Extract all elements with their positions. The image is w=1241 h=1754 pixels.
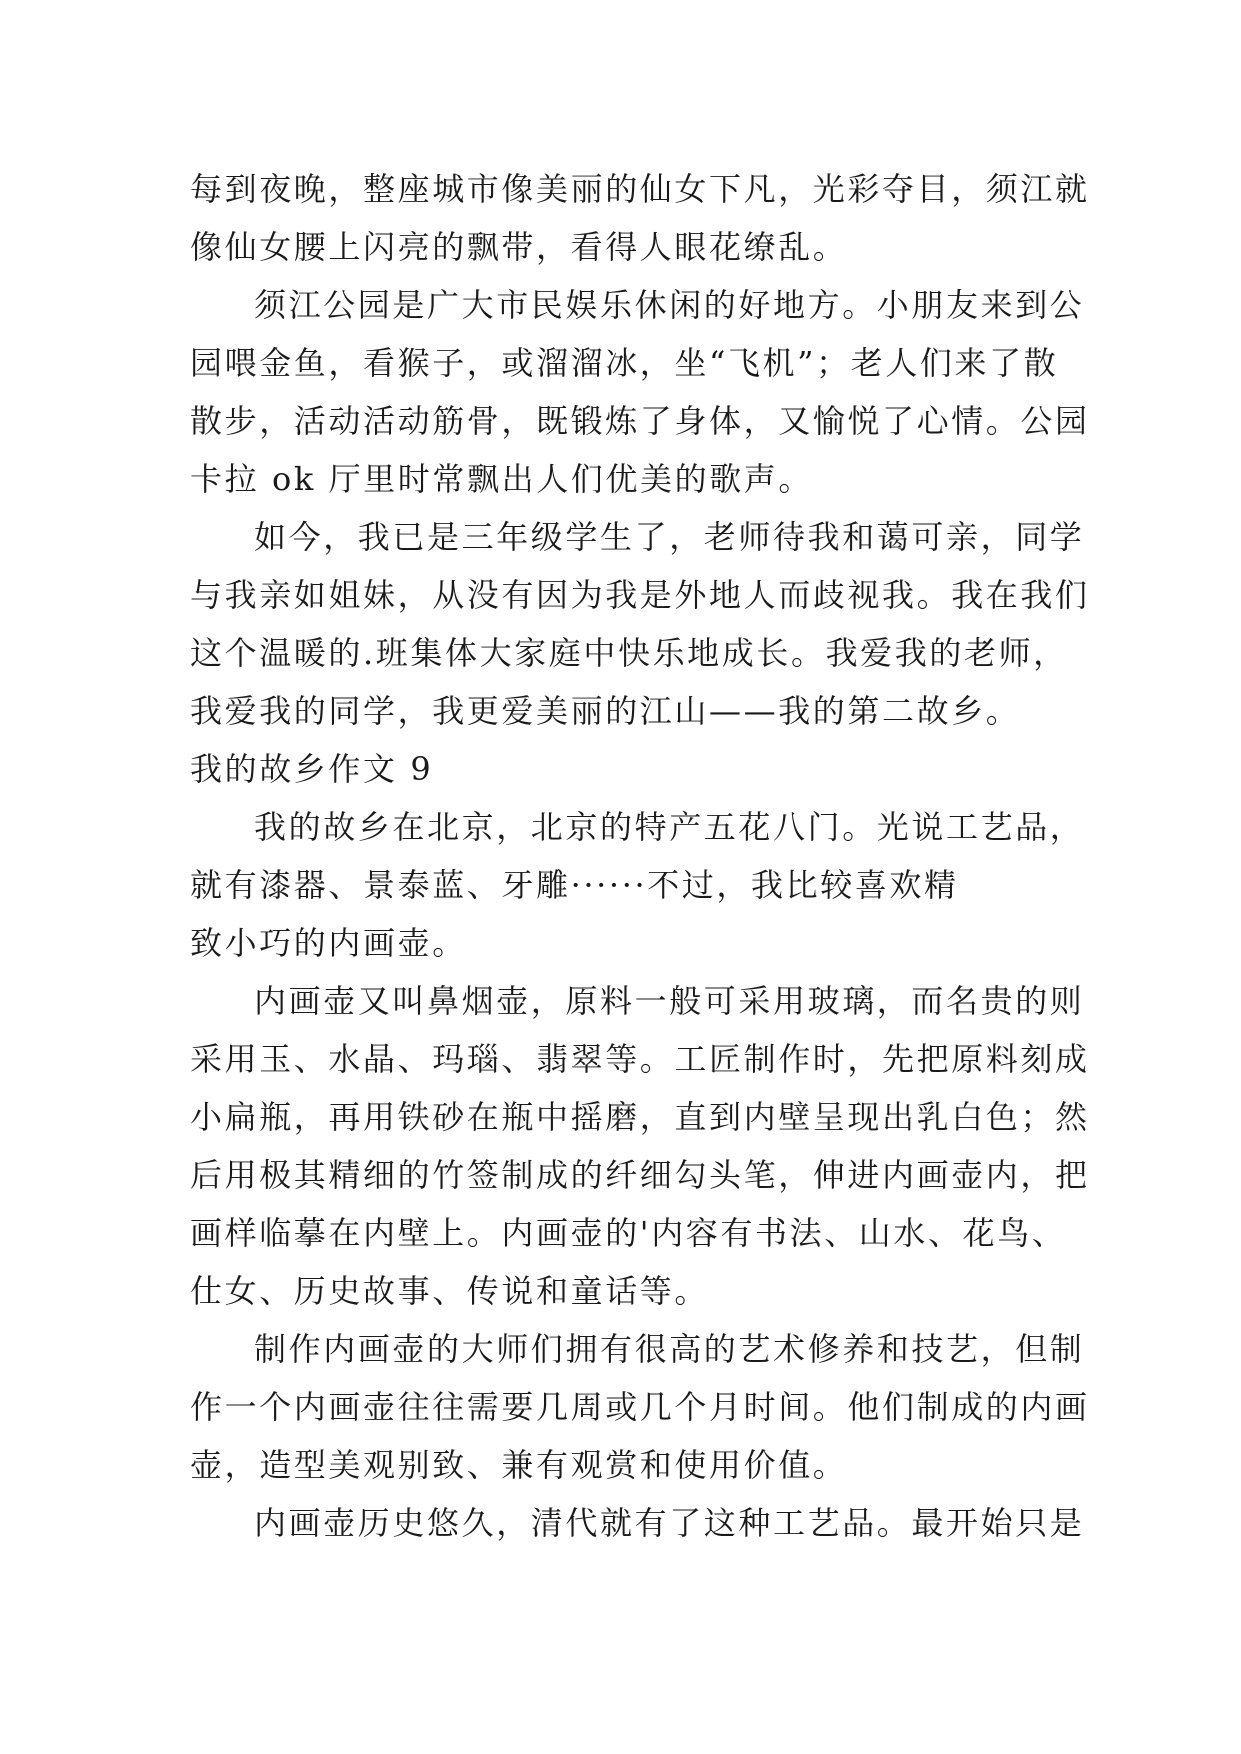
document-body (190, 160, 1090, 1552)
paragraph-first-line: 须江公园是广大市民娱乐休闲的好地方。小朋友来到公 (254, 286, 1085, 324)
text-line: 我爱我的同学，我更爱美丽的江山——我的第二故乡。 (190, 692, 1021, 730)
text-line: 像仙女腰上闪亮的飘带，看得人眼花缭乱。 (190, 228, 848, 266)
text-line: 小扁瓶，再用铁砂在瓶中摇磨，直到内壁呈现出乳白色；然 (190, 1098, 1090, 1136)
text-line: 这个温暖的.班集体大家庭中快乐地成长。我爱我的老师， (190, 634, 1068, 672)
section-heading: 我的故乡作文 9 (190, 750, 434, 788)
text-line: 散步，活动活动筋骨，既锻炼了身体，又愉悦了心情。公园 (190, 402, 1090, 440)
text-line: 作一个内画壶往往需要几周或几个月时间。他们制成的内画 (190, 1388, 1090, 1426)
text-line: 就有漆器、景泰蓝、牙雕······不过，我比较喜欢精 (190, 866, 959, 904)
paragraph-first-line: 我的故乡在北京，北京的特产五花八门。光说工艺品， (254, 808, 1085, 846)
paragraph-first-line: 制作内画壶的大师们拥有很高的艺术修养和技艺，但制 (254, 1330, 1085, 1368)
paragraph-first-line: 如今，我已是三年级学生了，老师待我和蔼可亲，同学 (254, 518, 1085, 556)
text-line: 与我亲如姐妹，从没有因为我是外地人而歧视我。我在我们 (190, 576, 1090, 614)
text-line: 每到夜晚，整座城市像美丽的仙女下凡，光彩夺目，须江就 (190, 170, 1090, 208)
text-line: 仕女、历史故事、传说和童话等。 (190, 1272, 710, 1310)
text-line: 壶，造型美观别致、兼有观赏和使用价值。 (190, 1446, 848, 1484)
text-line: 卡拉 ok 厅里时常飘出人们优美的歌声。 (190, 460, 814, 498)
text-line: 园喂金鱼，看猴子，或溜溜冰，坐“飞机”；老人们来了散 (190, 344, 1059, 382)
paragraph-first-line: 内画壶历史悠久，清代就有了这种工艺品。最开始只是 (254, 1504, 1085, 1542)
text-line: 画样临摹在内壁上。内画壶的'内容有书法、山水、花鸟、 (190, 1214, 1067, 1252)
text-line: 致小巧的内画壶。 (190, 924, 467, 962)
paragraph-first-line: 内画壶又叫鼻烟壶，原料一般可采用玻璃，而名贵的则 (254, 982, 1085, 1020)
text-line: 后用极其精细的竹签制成的纤细勾头笔，伸进内画壶内，把 (190, 1156, 1090, 1194)
text-line: 采用玉、水晶、玛瑙、翡翠等。工匠制作时，先把原料刻成 (190, 1040, 1090, 1078)
